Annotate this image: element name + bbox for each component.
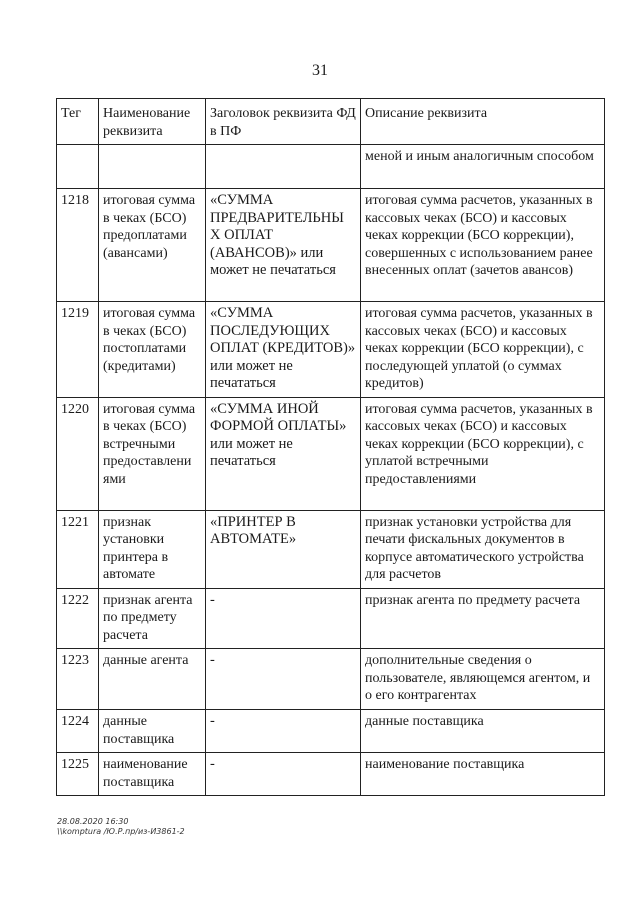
table-row: [57, 753, 605, 796]
table-row: [57, 189, 605, 302]
name-cell: итоговая сумма в чеках (БСО) встречными предоставлени ями: [99, 397, 206, 510]
title-cell: -: [206, 588, 361, 649]
tag-cell: 1220: [57, 397, 99, 510]
description-cell: признак агента по предмету расчета: [361, 588, 605, 649]
tag-cell: 1221: [57, 510, 99, 588]
description-cell: итоговая сумма расчетов, указанных в кассовых чеках (БСО) и кассовых чеках коррекции (БСО коррекции), с уплатой встречными предоставлениями: [361, 397, 605, 510]
name-cell: итоговая сумма в чеках (БСО) предоплатами (авансами): [99, 189, 206, 302]
name-cell: данные агента: [99, 649, 206, 710]
table-row: [57, 588, 605, 649]
title-cell: -: [206, 649, 361, 710]
description-cell: итоговая сумма расчетов, указанных в кассовых чеках (БСО) и кассовых чеках коррекции (БСО коррекции), с последующей уплатой (о суммах кредитов): [361, 302, 605, 398]
header-title: Заголовок реквизита ФД в ПФ: [206, 99, 361, 145]
name-cell: наименование поставщика: [99, 753, 206, 796]
table-row: [57, 397, 605, 510]
tag-cell: 1219: [57, 302, 99, 398]
table-row: [57, 710, 605, 753]
page-number: 31: [312, 62, 328, 79]
tag-cell: 1224: [57, 710, 99, 753]
table-row: [57, 302, 605, 398]
description-cell: итоговая сумма расчетов, указанных в кассовых чеках (БСО) и кассовых чеках коррекции (БСО коррекции), совершенных с использованием ранее внесенных оплат (зачетов авансов): [361, 189, 605, 302]
description-cell: признак установки устройства для печати фискальных документов в корпусе автоматического устройства для расчетов: [361, 510, 605, 588]
title-cell: -: [206, 710, 361, 753]
header-description: Описание реквизита: [361, 99, 605, 145]
header-name: Наименование реквизита: [99, 99, 206, 145]
document-footer: [57, 817, 185, 837]
title-cell: «СУММА ПОСЛЕДУЮЩИХ ОПЛАТ (КРЕДИТОВ)» или может не печататься: [206, 302, 361, 398]
header-tag: Тег: [57, 99, 99, 145]
description-cell: данные поставщика: [361, 710, 605, 753]
table-row: [57, 649, 605, 710]
tag-cell: 1223: [57, 649, 99, 710]
tag-cell: 1218: [57, 189, 99, 302]
table-header-row: [57, 99, 605, 145]
tag-cell: 1222: [57, 588, 99, 649]
footer-file-path: \\komptura /Ю.Р.пр/из-И3861-2: [57, 827, 185, 836]
title-cell: «ПРИНТЕР В АВТОМАТЕ»: [206, 510, 361, 588]
name-cell: данные поставщика: [99, 710, 206, 753]
description-cell: наименование поставщика: [361, 753, 605, 796]
title-cell: [206, 145, 361, 189]
description-cell: дополнительные сведения о пользователе, являющемся агентом, и о его контрагентах: [361, 649, 605, 710]
table-row: [57, 145, 605, 189]
title-cell: -: [206, 753, 361, 796]
description-cell: меной и иным аналогичным способом: [361, 145, 605, 189]
tag-cell: [57, 145, 99, 189]
name-cell: признак установки принтера в автомате: [99, 510, 206, 588]
name-cell: итоговая сумма в чеках (БСО) постоплатами (кредитами): [99, 302, 206, 398]
requisites-table: [56, 98, 605, 796]
title-cell: «СУММА ИНОЙ ФОРМОЙ ОПЛАТЫ» или может не печататься: [206, 397, 361, 510]
name-cell: признак агента по предмету расчета: [99, 588, 206, 649]
table-row: [57, 510, 605, 588]
title-cell: «СУММА ПРЕДВАРИТЕЛЬНЫ Х ОПЛАТ (АВАНСОВ)» или может не печататься: [206, 189, 361, 302]
footer-timestamp: 28.08.2020 16:30: [57, 817, 129, 826]
tag-cell: 1225: [57, 753, 99, 796]
name-cell: [99, 145, 206, 189]
